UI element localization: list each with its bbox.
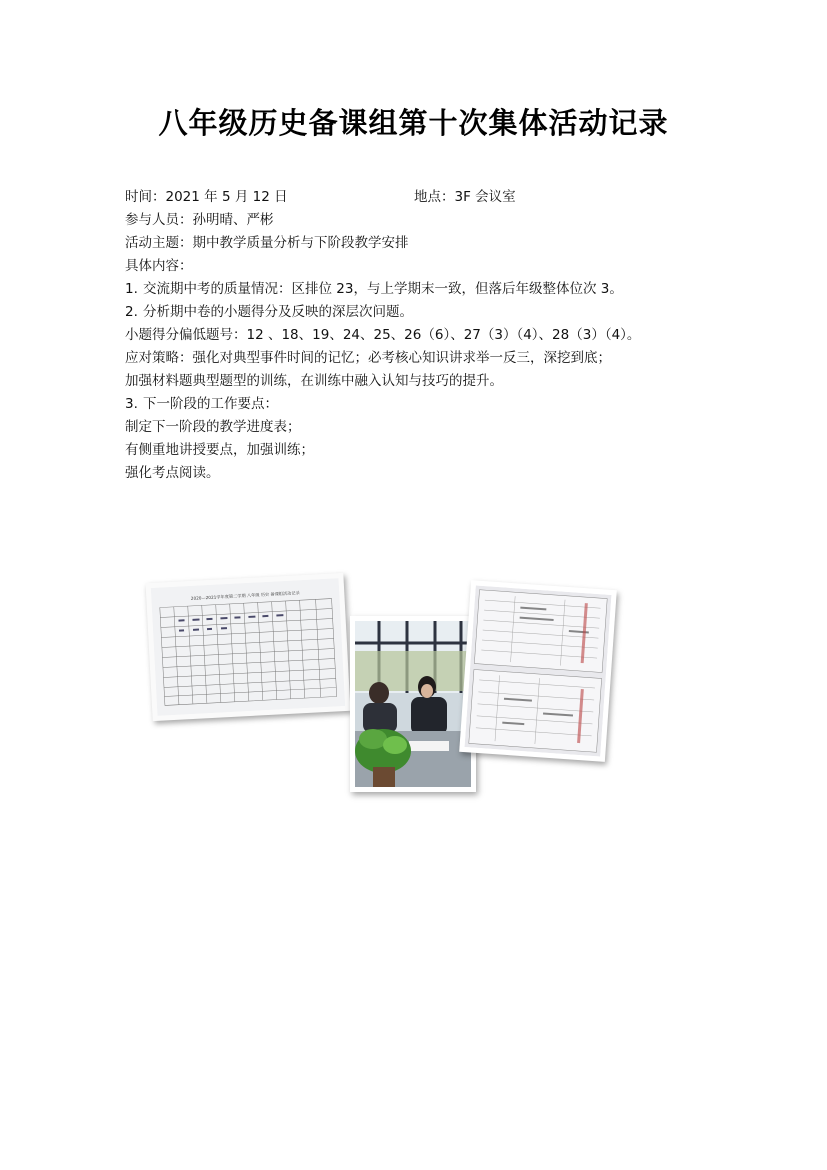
meeting-scene-image: [355, 621, 471, 787]
location-label: 地点：: [414, 189, 455, 205]
item-text: 分析期中卷的小题得分及反映的深层次问题。: [143, 304, 413, 320]
item-text: 下一阶段的工作要点：: [143, 396, 278, 412]
strategy-line-1: 应对策略：强化对典型事件时间的记忆；必考核心知识讲求举一反三，深挖到底；: [125, 350, 611, 366]
meta-row: [125, 186, 685, 209]
participants: 参与人员：孙明晴、严彬: [125, 212, 274, 228]
photo-meeting: [350, 616, 476, 792]
record-sheet-image: [151, 578, 345, 716]
list-item: [125, 278, 685, 301]
location: [414, 186, 516, 209]
record-body: [125, 186, 685, 485]
item-number: 2.: [125, 304, 138, 320]
page-title: 八年级历史备课组第十次集体活动记录: [158, 106, 669, 140]
record-forms-image: [465, 585, 612, 756]
time-label: 时间：: [125, 189, 166, 205]
strategy-line-2: 加强材料题典型题型的训练，在训练中融入认知与技巧的提升。: [125, 373, 503, 389]
plan-item: 制定下一阶段的教学进度表；: [125, 419, 301, 435]
plan-item: 强化考点阅读。: [125, 465, 220, 481]
activity-theme: 活动主题：期中教学质量分析与下阶段教学安排: [125, 235, 409, 251]
item-number: 1.: [125, 281, 138, 297]
list-item: [125, 301, 685, 324]
low-score-questions: 小题得分偏低题号：12 、18、19、24、25、26（6）、27（3）（4）、28（3）（4）。: [125, 327, 641, 343]
photo-record-forms: [459, 580, 617, 762]
content-heading: 具体内容：: [125, 258, 193, 274]
time-value: 2021 年 5 月 12 日: [165, 189, 288, 205]
plan-item: 有侧重地讲授要点，加强训练；: [125, 442, 314, 458]
item-number: 3.: [125, 396, 138, 412]
photo-record-sheet: [146, 573, 351, 721]
list-item: [125, 393, 685, 416]
sheet-header: 2020—2021学年度第二学期 八年级 历史 备课组活动记录: [190, 590, 300, 601]
item-text: 交流期中考的质量情况：区排位 23，与上学期末一致，但落后年级整体位次 3。: [143, 281, 623, 297]
location-value: 3F 会议室: [454, 189, 516, 205]
